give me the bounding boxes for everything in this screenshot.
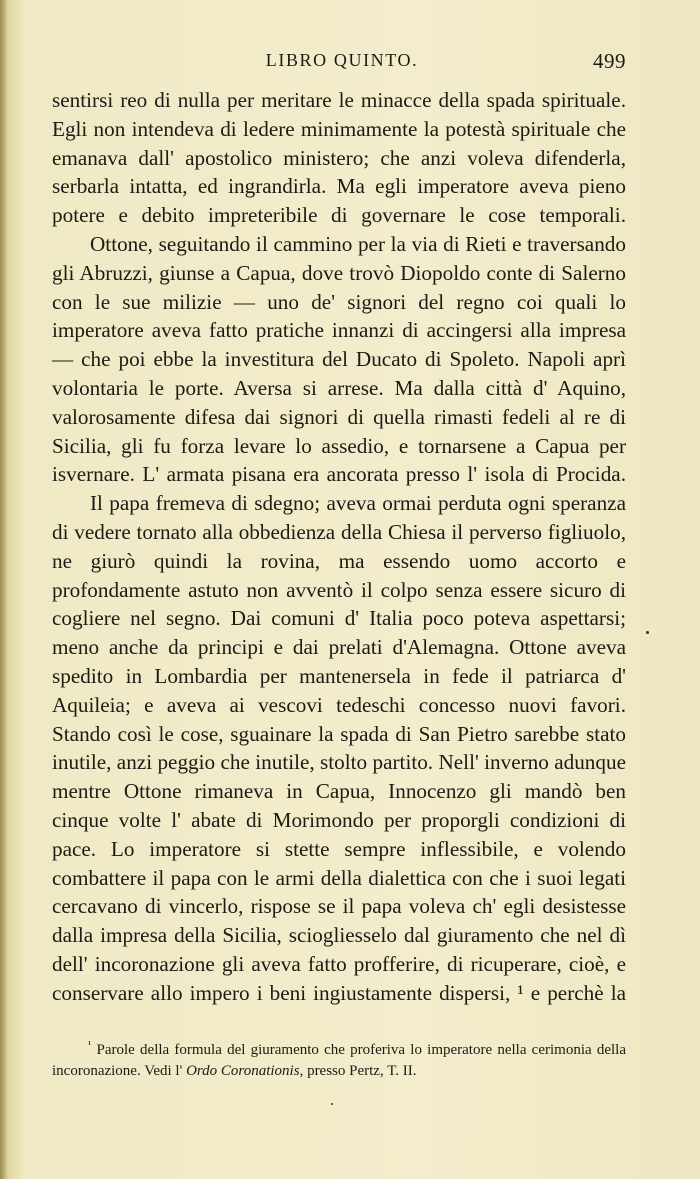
paragraph-ottone: Ottone, seguitando il cammino per la via di Rieti e traversando gli Abruzzi, giunse a Capua, dove trovò Diopoldo conte di Salerno con le sue milizie — uno de' signori del regno coi quali lo imperatore aveva fatto pratiche innanzi di accingersi alla impresa — che poi ebbe la investitura del Ducato di Spoleto. Napoli aprì volontaria le porte. Aversa si arrese. Ma dalla città d' Aquino, valorosamente difesa dai signori di quella rimasti fedeli al re di Sicilia, gli fu forza levare lo assedio, e tornarsene a Capua per isvernare. L' armata pisana era ancorata presso l' isola di Procida.: [52, 231, 626, 487]
paper-speck: [331, 1103, 333, 1105]
page-gutter-shadow: [0, 0, 7, 1179]
page-header: [52, 50, 626, 80]
paragraph-papa: Il papa fremeva di sdegno; aveva ormai perduta ogni speranza di vedere tornato alla obbedienza della Chiesa il perverso figliuolo, ne giurò quindi la rovina, ma essendo uomo accorto e profondamente astuto non avventò il colpo senza essere sicuro di cogliere nel segno. Dai comuni d' Italia poco poteva aspettarsi; meno anche da principi e dai prelati d'Alemagna. Ottone aveva spedito in Lombardia per mantenersela in fede il patriarca d' Aquileia; e aveva ai vescovi tedeschi concesso nuovi favori. Stando così le cose, sguainare la spada di San Pietro sarebbe stato inutile, anzi peggio che inutile, stolto partito. Nell' inverno adunque mentre Ottone rimaneva in Capua, Innocenzo gli mandò ben cinque volte l' abate di Morimondo per proporgli condizioni di pace. Lo imperatore si stette sempre inflessibile, e volendo combattere il papa con le armi della dialettica con che i suoi legati cercavano di vincerlo, rispose se il papa voleva ch' egli desistesse dalla impresa della Sicilia, sciogliesselo dal giuramento che nel dì dell' incoronazione gli aveva fatto profferire, di ricuperare, cioè, e conservare allo impero i beni ingiustamente dispersi, ¹ e perchè la: [52, 491, 626, 1005]
footnote-text: Parole della formula del giuramento che proferiva lo imperatore nella cerimonia della incoronazione. Vedi l': [52, 1042, 627, 1079]
body-text: [52, 86, 626, 1008]
footnote-citation: , presso Pertz, T. II.: [299, 1062, 417, 1079]
footnote-mark: ¹: [88, 1039, 92, 1051]
paragraph-continuation: sentirsi reo di nulla per meritare le minacce della spada spirituale. Egli non intendeva di ledere minimamente la potestà spirituale che emanava dall' apostolico ministero; che anzi voleva difenderla, serbarla intatta, ed ingrandirla. Ma egli imperatore aveva pieno potere e debito impreteribile di governare le cose temporali.: [52, 88, 626, 228]
paper-speck: [646, 631, 649, 634]
footnote-cited-title: Ordo Coronationis: [186, 1062, 300, 1079]
footnote: [52, 1040, 626, 1081]
page-number: 499: [593, 49, 626, 73]
running-head: LIBRO QUINTO.: [265, 50, 419, 70]
